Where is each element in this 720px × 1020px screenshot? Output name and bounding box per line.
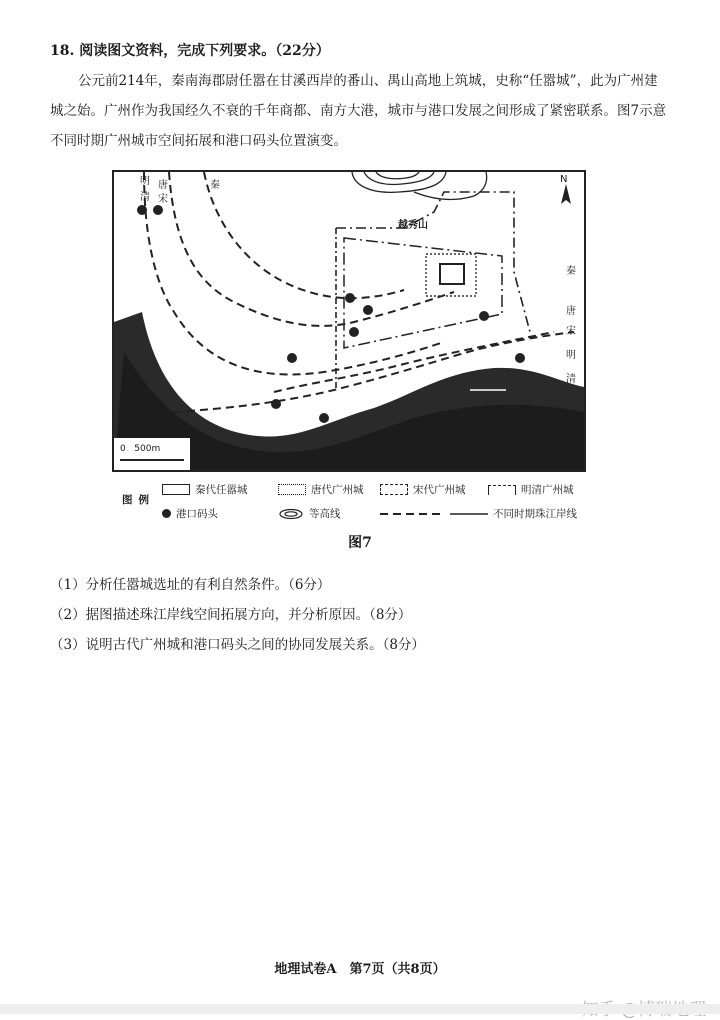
- legend-label: 港口码头: [176, 508, 218, 520]
- solid-rect-icon: [162, 484, 190, 495]
- right-label-qin: 秦: [566, 266, 576, 277]
- paragraph-text: 公元前214年，秦南海郡尉任嚣在甘溪西岸的番山、禺山高地上筑城，史称“任嚣城”，此为广州建城之始。广州作为我国经久不衰的千年商都、南方大港，城市与港口发展之间形成了紧密联系。图7示意不同时期广州城市空间拓展和港口码头位置演变。: [50, 73, 667, 149]
- mountain-label: 越秀山: [398, 220, 428, 231]
- dashed-line-icon: [380, 510, 488, 518]
- right-label-ming: 明: [566, 350, 576, 361]
- left-label-tang: 唐: [158, 180, 168, 191]
- left-label-ming: 明: [140, 176, 150, 187]
- qin-city: [440, 264, 464, 284]
- legend-label: 等高线: [309, 508, 341, 520]
- figure-caption: 图7: [348, 535, 372, 551]
- right-label-qing: 清: [566, 374, 576, 385]
- contour-lines: [352, 172, 487, 199]
- left-label-song: 宋: [158, 194, 168, 205]
- scale-area: [114, 438, 190, 470]
- legend-item-tang: [278, 482, 364, 497]
- legend-item-qin: [162, 482, 248, 497]
- sub-questions: [50, 570, 670, 660]
- scale-label: 0 500m: [120, 444, 161, 454]
- song-city: [344, 238, 502, 348]
- right-label-song: 宋: [566, 326, 576, 337]
- legend-title: 图例: [122, 494, 155, 506]
- legend-label: 明清广州城: [521, 484, 574, 496]
- contour-icon: [278, 508, 304, 520]
- legend-item-contour: [278, 506, 341, 521]
- legend-label: 唐代广州城: [311, 484, 364, 496]
- port-icon: [162, 509, 171, 518]
- legend-item-shoreline: [380, 506, 577, 521]
- legend-item-song: [380, 482, 466, 497]
- bottom-bar: [0, 1004, 720, 1014]
- north-label: N: [560, 174, 568, 185]
- legend-item-ming-qing: [488, 482, 574, 497]
- question-paragraph: [50, 66, 670, 156]
- north-arrow: [561, 184, 571, 204]
- dotted-rect-icon: [278, 484, 306, 495]
- left-label-qing: 清: [140, 192, 150, 203]
- map-legend: [118, 482, 598, 526]
- dashdot-rect-icon: [380, 484, 408, 495]
- page-footer: 地理试卷A 第7页（共8页）: [274, 962, 446, 977]
- tang-city: [426, 254, 476, 296]
- question-header: 18. 阅读图文资料，完成下列要求。（22分）: [50, 43, 330, 59]
- legend-label: 不同时期珠江岸线: [493, 508, 577, 520]
- sub-question-1: （1）分析任嚣城选址的有利自然条件。（6分）: [50, 577, 331, 593]
- sub-question-3: （3）说明古代广州城和港口码头之间的协同发展关系。（8分）: [50, 637, 425, 653]
- map-svg: [114, 172, 584, 470]
- legend-label: 秦代任嚣城: [195, 484, 248, 496]
- legend-item-port: [162, 506, 218, 521]
- bracket-rect-icon: [488, 485, 516, 495]
- guangzhou-map: [112, 170, 586, 472]
- right-label-tang: 唐: [566, 306, 576, 317]
- ming-qing-city: [336, 192, 530, 388]
- sub-question-2: （2）据图描述珠江岸线空间拓展方向，并分析原因。（8分）: [50, 607, 412, 623]
- left-label-qin: 秦: [210, 180, 220, 191]
- legend-label: 宋代广州城: [413, 484, 466, 496]
